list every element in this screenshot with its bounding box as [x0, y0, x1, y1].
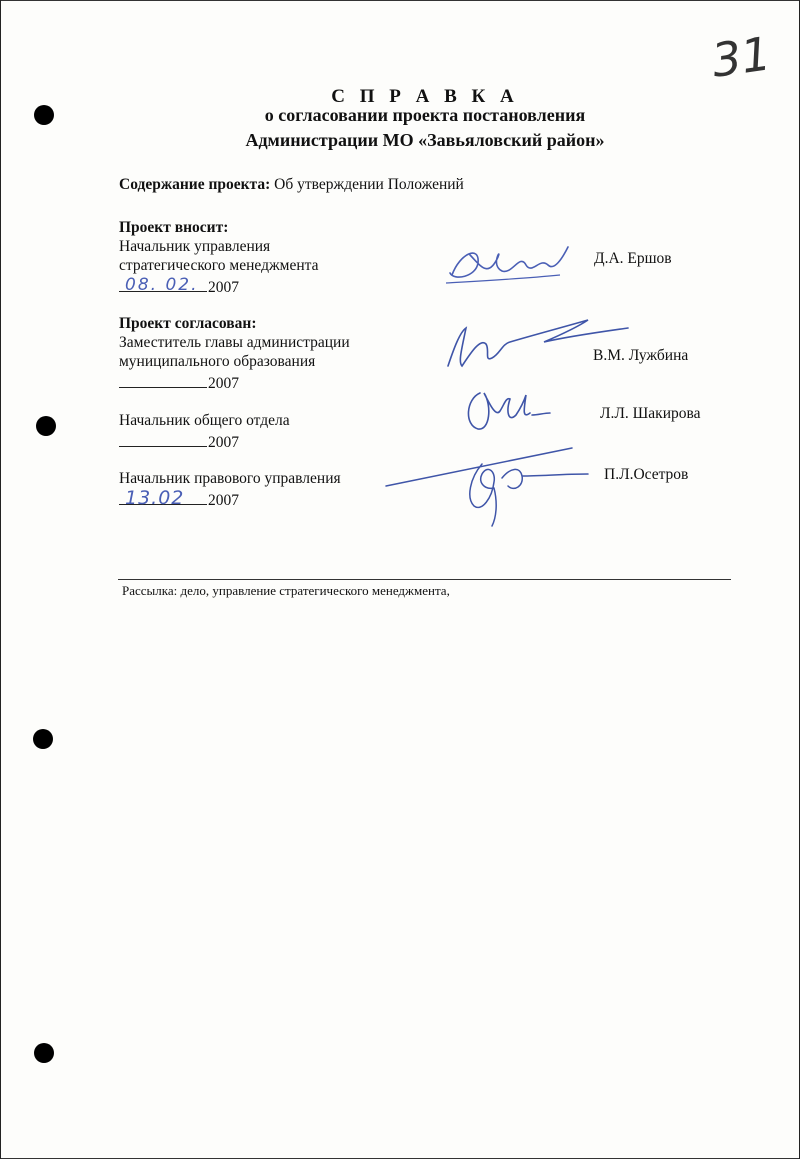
submitter-position-2: стратегического менеджмента [119, 257, 319, 274]
document-subtitle-2: Администрации МО «Завьяловский район» [245, 130, 605, 150]
approver-2-name: Л.Л. Шакирова [600, 405, 701, 422]
content-label: Содержание проекта: [119, 176, 271, 193]
content-line [119, 175, 464, 194]
document-subtitle-1: о согласовании проекта постановления [264, 105, 586, 125]
approver-3-name: П.Л.Осетров [604, 466, 689, 483]
approver-1-date-line [119, 371, 239, 393]
approver-3-position: Начальник правового управления [119, 470, 341, 487]
signature-luzhbina [440, 318, 630, 378]
punch-hole-3 [33, 729, 53, 749]
document-title: С П Р А В К А [331, 86, 519, 107]
date-blank [119, 487, 207, 509]
signature-shakirova [460, 385, 560, 440]
handwritten-date: 13.02 [125, 487, 185, 509]
approver-1-name: В.М. Лужбина [593, 347, 689, 364]
date-blank [119, 275, 207, 295]
approver-1-position-2: муниципального образования [119, 353, 316, 370]
footer-divider [118, 579, 731, 580]
submitter-position-1: Начальник управления [119, 238, 271, 255]
submitter-name: Д.А. Ершов [594, 250, 672, 267]
signature-ershov [440, 235, 580, 295]
submitter-date-line [119, 275, 239, 297]
content-value: Об утверждении Положений [274, 176, 464, 193]
approver-2-date-line [119, 430, 239, 452]
distribution-list: Рассылка: дело, управление стратегического менеджмента, [122, 583, 450, 598]
approved-heading: Проект согласован: [119, 315, 257, 332]
date-year: 2007 [208, 279, 239, 296]
date-blank [119, 371, 207, 388]
date-year: 2007 [208, 375, 239, 392]
punch-hole-4 [34, 1043, 54, 1063]
signature-osetrov [382, 438, 622, 533]
approver-3-date-line [119, 488, 239, 510]
date-blank [119, 430, 207, 447]
submitted-heading: Проект вносит: [119, 219, 229, 236]
approver-2-position: Начальник общего отдела [119, 412, 290, 429]
handwritten-page-number: 31 [708, 26, 775, 88]
handwritten-date: 08. 02. [125, 275, 199, 295]
date-year: 2007 [208, 434, 239, 451]
date-year: 2007 [208, 492, 239, 509]
punch-hole-2 [36, 416, 56, 436]
approver-1-position-1: Заместитель главы администрации [119, 334, 350, 351]
